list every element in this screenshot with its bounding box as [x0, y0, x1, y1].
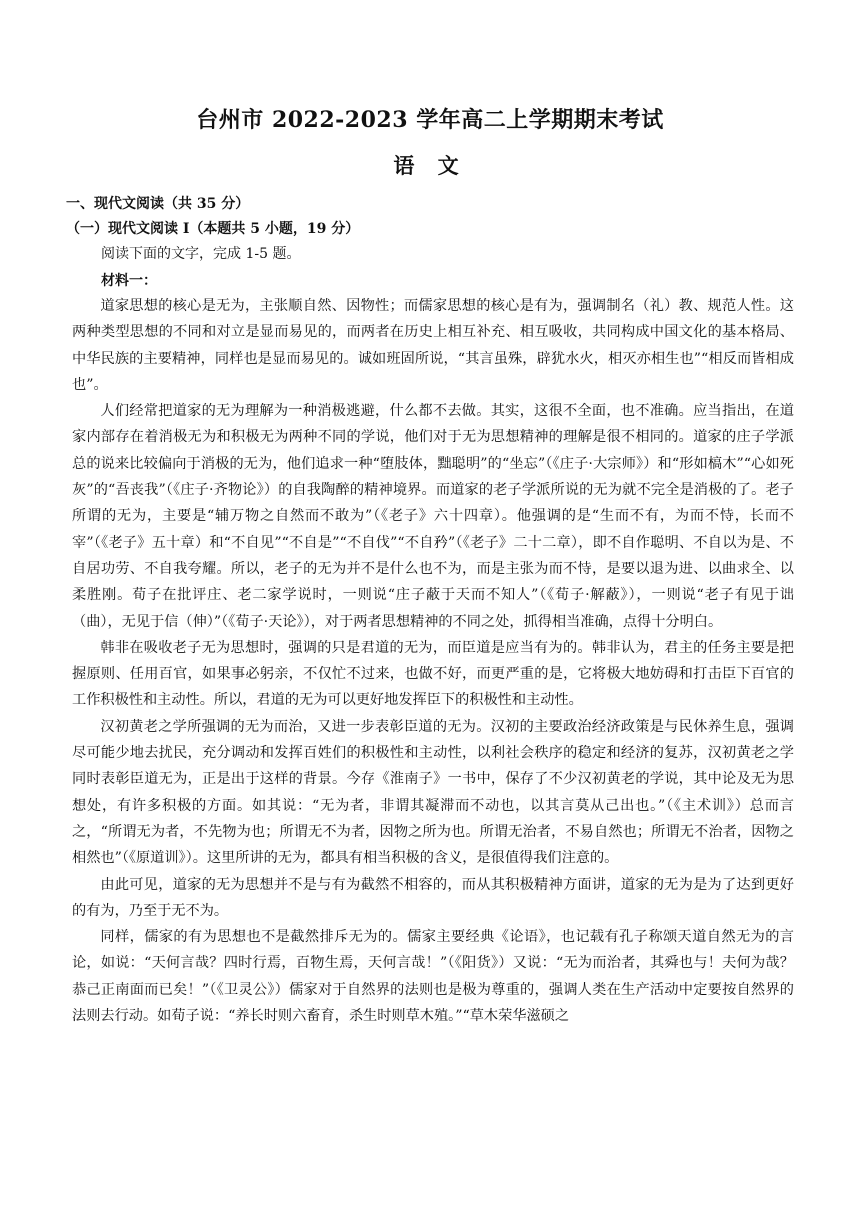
paragraph: 汉初黄老之学所强调的无为而治，又进一步表彰臣道的无为。汉初的主要政治经济政策是与民休养生息，强调尽可能少地去扰民，充分调动和发挥百姓们的积极性和主动性，以利社会秩序的稳定和经济的复苏，汉初黄老之学同时表彰臣道无为，正是出于这样的背景。今存《淮南子》一书中，保存了不少汉初黄老的学说，其中论及无为思想处，有许多积极的方面。如其说：“无为者，非谓其凝滞而不动也，以其言莫从己出也。”（《主术训》）总而言之，“所谓无为者，不先物为也；所谓无不为者，因物之所为也。所谓无治者，不易自然也；所谓无不治者，因物之相然也”（《原道训》）。这里所讲的无为，都具有相当积极的含义，是很值得我们注意的。	[72, 718, 794, 867]
paragraph: 人们经常把道家的无为理解为一种消极逃避，什么都不去做。其实，这很不全面，也不准确。应当指出，在道家内部存在着消极无为和积极无为两种不同的学说，他们对于无为思想精神的理解是很不相同的。道家的庄子学派总的说来比较偏向于消极的无为，他们追求一种“堕肢体，黜聪明”的“坐忘”（《庄子·大宗师》）和“形如槁木”“心如死灰”的“吾丧我”（《庄子·齐物论》）的自我陶醉的精神境界。而道家的老子学派所说的无为就不完全是消极的了。老子所谓的无为，主要是“辅万物之自然而不敢为”（《老子》六十四章）。他强调的是“生而不有，为而不恃，长而不宰”（《老子》五十章）和“不自见”“不自是”“不自伐”“不自矜”（《老子》二十二章），即不自作聪明、不自以为是、不自居功劳、不自我夸耀。所以，老子的无为并不是什么也不为，而是主张为而不恃，是要以退为进、以曲求全、以柔胜刚。荀子在批评庄、老二家学说时，一则说“庄子蔽于天而不知人”（《荀子·解蔽》），一则说“老子有见于诎（曲），无见于信（伸）”（《荀子·天论》），对于两者思想精神的不同之处，抓得相当准确，点得十分明白。	[72, 403, 794, 630]
exam-title: 台州市 2022-2023 学年高二上学期期末考试	[196, 107, 664, 133]
paragraph: 韩非在吸收老子无为思想时，强调的只是君道的无为，而臣道是应当有为的。韩非认为，君主的任务主要是把握原则、任用百官，如果事必躬亲，不仅忙不过来，也做不好，而更严重的是，它将极大地妨碍和打击臣下百官的工作积极性和主动性。所以，君道的无为可以更好地发挥臣下的积极性和主动性。	[72, 639, 794, 709]
subsection-heading: （一）现代文阅读 I（本题共 5 小题，19 分）	[66, 221, 360, 237]
paragraph: 同样，儒家的有为思想也不是截然排斥无为的。儒家主要经典《论语》，也记载有孔子称颂天道自然无为的言论，如说：“天何言哉？四时行焉，百物生焉，天何言哉！”（《阳货》）又说：“无为而治者，其舜也与！夫何为哉？恭己正南面而已矣！”（《卫灵公》）儒家对于自然界的法则也是极为尊重的，强调人类在生产活动中定要按自然界的法则去行动。如荀子说：“养长时则六畜育，杀生时则草木殖。”“草木荣华滋硕之	[72, 929, 794, 1025]
material-label: 材料一：	[101, 273, 157, 289]
instruction-text: 阅读下面的文字，完成 1-5 题。	[101, 246, 301, 262]
paragraph: 道家思想的核心是无为，主张顺自然、因物性；而儒家思想的核心是有为，强调制名（礼）教、规范人性。这两种类型思想的不同和对立是显而易见的，而两者在历史上相互补充、相互吸收，共同构成中国文化的基本格局、中华民族的主要精神，同样也是显而易见的。诚如班固所说，“其言虽殊，辟犹水火，相灭亦相生也”“相反而皆相成也”。	[72, 298, 794, 393]
paragraph: 由此可见，道家的无为思想并不是与有为截然不相容的，而从其积极精神方面讲，道家的无为是为了达到更好的有为，乃至于无不为。	[72, 876, 794, 919]
subject-title: 语 文	[393, 153, 467, 178]
reading-passage	[72, 293, 794, 1029]
section-heading: 一、现代文阅读（共 35 分）	[66, 196, 250, 212]
